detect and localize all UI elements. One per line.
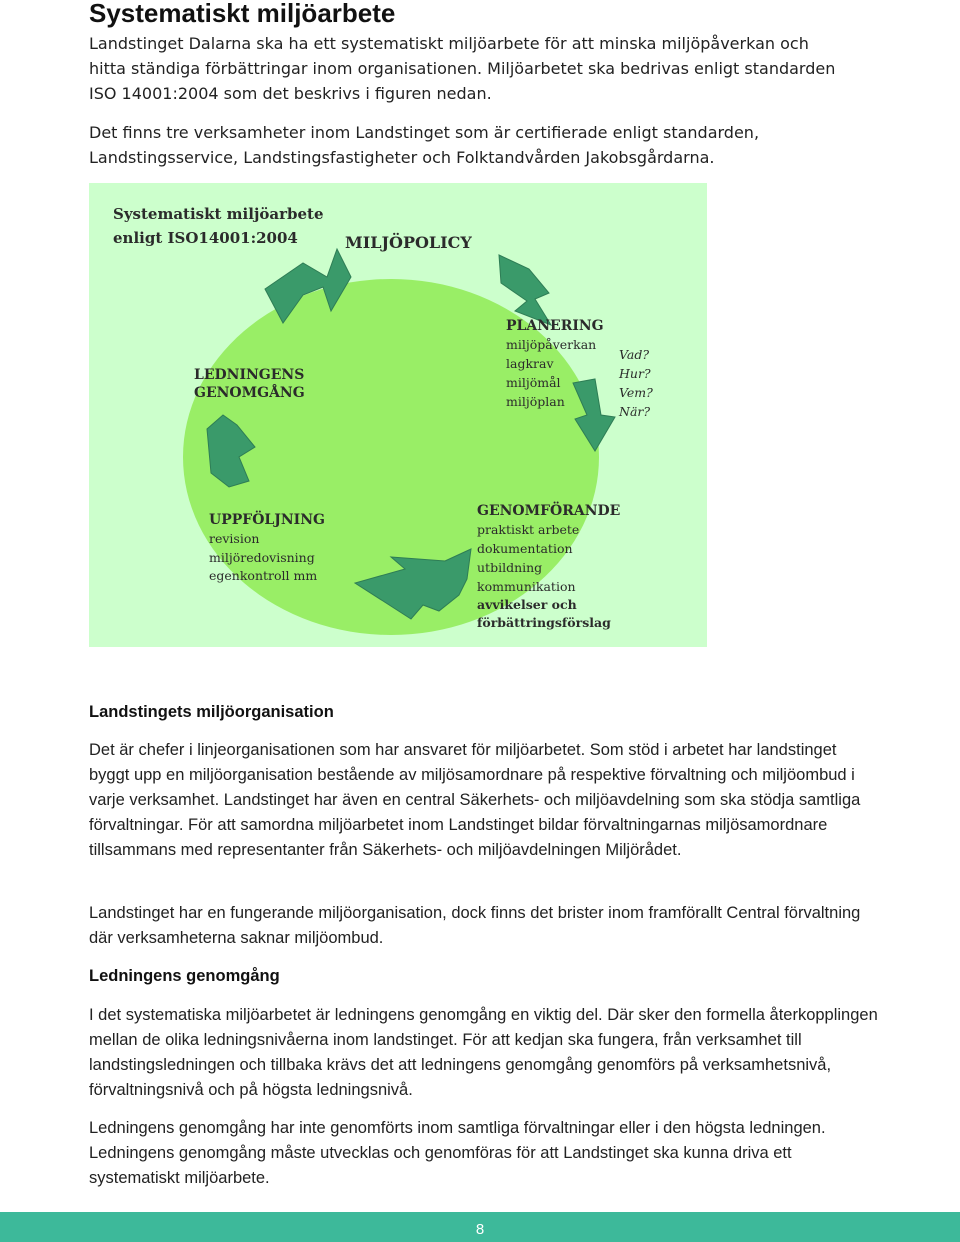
iso-cycle-diagram [89,183,707,647]
uppfoljning-title: UPPFÖLJNING [209,512,325,528]
section2-paragraph-2: Ledningens genomgång har inte genomförts inom samtliga förvaltningar eller i den högsta ledningen. Ledningens genomgång måste utvecklas och genomföras för att Landstinget ska kunna driva ett systematiskt miljöarbete. [89,1119,826,1187]
planering-item: miljöplan [506,394,565,409]
uppfoljning-item: miljöredovisning [209,550,315,565]
intro-paragraph-1: Landstinget Dalarna ska ha ett systematiskt miljöarbete för att minska miljöpåverkan och hitta ständiga förbättringar inom organisationen. Miljöarbetet ska bedrivas enligt standarden ISO 14001:2004 som det beskrivs i figuren nedan. [89,34,836,103]
genomforande-item: utbildning [477,560,543,575]
genomforande-item: praktiskt arbete [477,522,580,537]
question-label: När? [619,404,651,419]
figure-title-line-1: Systematiskt miljöarbete [113,205,324,223]
planering-item: miljömål [506,375,561,390]
page-number: 8 [475,1221,485,1238]
genomforande-item: avvikelser och [477,597,577,612]
section-heading-ledningens-genomgang: Ledningens genomgång [89,967,280,985]
section-heading-miljoorganisation: Landstingets miljöorganisation [89,703,334,721]
uppfoljning-item: revision [209,531,260,546]
genomforande-item: kommunikation [477,579,576,594]
section1-paragraph-2: Landstinget har en fungerande miljöorganisation, dock finns det brister inom framförallt Central förvaltning där verksamheterna saknar miljöombud. [89,904,861,947]
question-label: Vad? [619,347,650,362]
policy-label: MILJÖPOLICY [345,233,472,252]
ledningens-line-1: LEDNINGENS [194,367,305,383]
page-footer [0,1212,960,1242]
question-label: Vem? [619,385,653,400]
iso-cycle-figure [89,183,707,647]
section2-paragraph-1: I det systematiska miljöarbetet är ledningens genomgång en viktig del. Där sker den formella återkopplingen mellan de olika ledningsnivåerna inom landstinget. För att kedjan ska fungera, från verksamhet till landstingsledningen och tillbaka krävs det att ledningens genomgång genomförs på verksamhetsnivå, förvaltningsnivå och på högsta ledningsnivå. [89,1006,878,1099]
question-label: Hur? [619,366,651,381]
genomforande-item: dokumentation [477,541,573,556]
genomforande-item: förbättringsförslag [477,615,611,630]
planering-item: lagkrav [506,356,554,371]
planering-title: PLANERING [506,318,604,334]
intro-paragraph-2: Det finns tre verksamheter inom Landstinget som är certifierade enligt standarden, Landstingsservice, Landstingsfastigheter och Folktandvården Jakobsgårdarna. [89,123,760,167]
genomforande-title: GENOMFÖRANDE [477,503,621,519]
figure-title-line-2: enligt ISO14001:2004 [113,229,298,247]
planering-item: miljöpåverkan [506,337,597,352]
section1-paragraph-1: Det är chefer i linjeorganisationen som har ansvaret för miljöarbetet. Som stöd i arbetet har landstinget byggt upp en miljöorganisation bestående av miljösamordnare på respektive förvaltning och miljöombud i varje verksamhet. Landstinget har även en central Säkerhets- och miljöavdelning som ska stödja samtliga förvaltningar. För att samordna miljöarbetet inom Landstinget bildar förvaltningarnas miljösamordnare tillsammans med representanter från Säkerhets- och miljöavdelningen Miljörådet. [89,741,861,859]
page-heading: Systematiskt miljöarbete [89,0,396,28]
uppfoljning-item: egenkontroll mm [209,568,318,583]
ledningens-line-2: GENOMGÅNG [194,385,305,401]
